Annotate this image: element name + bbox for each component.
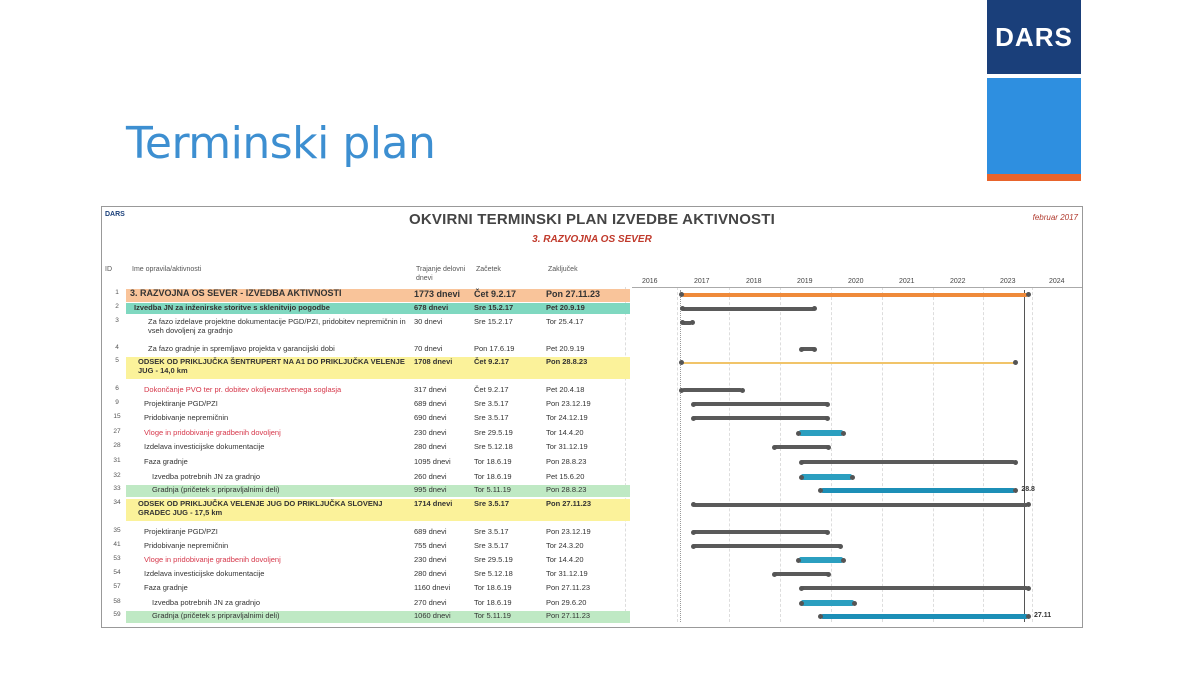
task-duration: 230 dnevi [414, 428, 447, 437]
task-name: Vloge in pridobivanje gradbenih dovoljenj [144, 428, 281, 437]
gantt-milestone-dot [772, 445, 777, 450]
gantt-milestone-dot [679, 292, 684, 297]
task-row[interactable] [102, 472, 1082, 482]
task-name: 3. RAZVOJNA OS SEVER - IZVEDBA AKTIVNOSTI [130, 288, 342, 298]
year-label: 2017 [694, 278, 710, 285]
task-name: Projektiranje PGD/PZI [144, 527, 218, 536]
task-duration: 689 dnevi [414, 527, 447, 536]
task-row[interactable] [102, 344, 1082, 354]
gantt-bar [801, 586, 1028, 590]
gantt-bar [693, 544, 840, 548]
task-name: Pridobivanje nepremičnin [144, 541, 229, 550]
gantt-milestone-dot [812, 347, 817, 352]
task-name: Faza gradnje [144, 583, 188, 592]
task-duration: 1095 dnevi [414, 457, 451, 466]
task-start: Pon 17.6.19 [474, 344, 515, 353]
task-id: 1 [115, 289, 119, 296]
gantt-milestone-dot [1026, 502, 1031, 507]
gantt-milestone-dot [799, 347, 804, 352]
task-duration: 270 dnevi [414, 598, 447, 607]
gantt-milestone-dot [679, 360, 684, 365]
task-start: Sre 3.5.17 [474, 499, 510, 508]
task-duration: 280 dnevi [414, 442, 447, 451]
task-id: 15 [113, 413, 121, 420]
header-name: Ime opravila/aktivnosti [132, 266, 202, 273]
task-duration: 1160 dnevi [414, 583, 451, 592]
task-start: Sre 29.5.19 [474, 555, 513, 564]
task-duration: 30 dnevi [414, 317, 443, 326]
header-id: ID [105, 266, 112, 273]
task-duration: 260 dnevi [414, 472, 447, 481]
task-id: 53 [113, 555, 121, 562]
task-end: Pet 15.6.20 [546, 472, 585, 481]
task-end: Tor 14.4.20 [546, 428, 584, 437]
gantt-milestone-dot [772, 572, 777, 577]
task-row[interactable] [102, 385, 1082, 395]
task-row[interactable] [102, 442, 1082, 452]
task-end: Pon 28.8.23 [546, 357, 588, 366]
gantt-milestone-dot [680, 320, 685, 325]
gantt-milestone-dot [852, 601, 857, 606]
task-name: Projektiranje PGD/PZI [144, 399, 218, 408]
task-end: Pon 28.8.23 [546, 457, 587, 466]
task-id: 59 [113, 611, 121, 618]
gantt-milestone-dot [799, 475, 804, 480]
bar-end-label: 27.11 [1034, 612, 1052, 619]
gantt-bar [682, 307, 814, 311]
task-end: Pet 20.9.19 [546, 344, 585, 353]
task-end: Pon 23.12.19 [546, 399, 591, 408]
year-label: 2019 [797, 278, 813, 285]
gantt-bar [682, 388, 743, 392]
logo-blue-block [987, 78, 1081, 174]
task-end: Pet 20.4.18 [546, 385, 585, 394]
task-start: Tor 18.6.19 [474, 583, 512, 592]
task-duration: 1773 dnevi [414, 289, 461, 299]
gantt-milestone-dot [826, 572, 831, 577]
task-row[interactable] [102, 569, 1082, 579]
gantt-milestone-dot [841, 558, 846, 563]
header-end: Zaključek [548, 266, 578, 273]
task-row[interactable] [102, 317, 1082, 337]
gantt-milestone-dot [796, 431, 801, 436]
task-start: Sre 3.5.17 [474, 541, 509, 550]
task-name: Faza gradnje [144, 457, 188, 466]
task-end: Tor 31.12.19 [546, 442, 588, 451]
task-name: Pridobivanje nepremičnin [144, 413, 229, 422]
task-end: Pon 27.11.23 [546, 499, 592, 508]
gantt-milestone-dot [1026, 586, 1031, 591]
gantt-milestone-dot [690, 320, 695, 325]
task-id: 33 [113, 485, 121, 492]
task-id: 31 [113, 457, 121, 464]
gantt-milestone-dot [691, 502, 696, 507]
task-start: Čet 9.2.17 [474, 357, 510, 366]
task-start: Sre 15.2.17 [474, 317, 513, 326]
task-row[interactable] [102, 541, 1082, 551]
header-duration: Trajanje delovni dnevi [416, 266, 466, 282]
gantt-milestone-dot [841, 431, 846, 436]
gantt-milestone-dot [799, 460, 804, 465]
task-duration: 690 dnevi [414, 413, 447, 422]
task-name: Za fazo gradnje in spremljavo projekta v garancijski dobi [148, 344, 335, 353]
task-start: Tor 5.11.19 [474, 611, 511, 620]
gantt-milestone-dot [796, 558, 801, 563]
task-end: Pon 27.11.23 [546, 611, 591, 620]
gantt-bar [821, 614, 1028, 619]
task-end: Tor 25.4.17 [546, 317, 584, 326]
gantt-bar [801, 474, 852, 480]
task-row[interactable] [102, 413, 1082, 423]
gantt-bar [682, 293, 1028, 297]
gantt-bar [682, 362, 1016, 364]
gantt-bar [801, 460, 1015, 464]
task-duration: 678 dnevi [414, 303, 449, 312]
task-duration: 755 dnevi [414, 541, 447, 550]
gantt-milestone-dot [680, 306, 685, 311]
task-name: ODSEK OD PRIKLJUČKA ŠENTRUPERT NA A1 DO PRIKLJUČKA VELENJE JUG - 14,0 km [138, 357, 405, 375]
gantt-milestone-dot [691, 402, 696, 407]
task-id: 28 [113, 442, 121, 449]
task-row[interactable] [102, 428, 1082, 438]
task-start: Čet 9.2.17 [474, 385, 509, 394]
task-duration: 70 dnevi [414, 344, 443, 353]
task-name: Vloge in pridobivanje gradbenih dovoljenj [144, 555, 281, 564]
timeline-axis-line [632, 287, 1082, 288]
task-name: Dokončanje PVO ter pr. dobitev okoljevarstvenega soglasja [144, 385, 342, 394]
gantt-milestone-dot [1013, 460, 1018, 465]
gantt-milestone-dot [850, 475, 855, 480]
sheet-date: februar 2017 [1032, 213, 1078, 222]
slide-title: Terminski plan [126, 118, 436, 169]
task-row[interactable] [102, 303, 1082, 314]
gantt-bar [774, 572, 829, 576]
gantt-milestone-dot [825, 530, 830, 535]
task-start: Sre 3.5.17 [474, 413, 509, 422]
year-label: 2024 [1049, 278, 1065, 285]
gantt-sheet [101, 206, 1083, 628]
gantt-milestone-dot [691, 416, 696, 421]
gantt-milestone-dot [691, 544, 696, 549]
logo-orange-stripe [987, 174, 1081, 181]
task-end: Pon 29.6.20 [546, 598, 587, 607]
logo-text: DARS [995, 21, 1073, 52]
gantt-milestone-dot [825, 402, 830, 407]
task-end: Tor 24.12.19 [546, 413, 588, 422]
task-duration: 280 dnevi [414, 569, 447, 578]
task-duration: 230 dnevi [414, 555, 447, 564]
header-start: Začetek [476, 266, 501, 273]
gantt-milestone-dot [838, 544, 843, 549]
task-start: Sre 3.5.17 [474, 527, 509, 536]
task-id: 5 [115, 357, 119, 364]
task-duration: 1060 dnevi [414, 611, 451, 620]
task-id: 34 [113, 499, 121, 506]
task-start: Sre 5.12.18 [474, 442, 513, 451]
task-end: Tor 14.4.20 [546, 555, 584, 564]
task-row[interactable] [102, 598, 1082, 608]
gantt-milestone-dot [740, 388, 745, 393]
gantt-bar [693, 416, 828, 420]
task-duration: 1714 dnevi [414, 499, 453, 508]
task-end: Pon 27.11.23 [546, 289, 601, 299]
year-label: 2023 [1000, 278, 1016, 285]
year-label: 2021 [899, 278, 915, 285]
task-start: Tor 18.6.19 [474, 457, 512, 466]
task-end: Tor 31.12.19 [546, 569, 588, 578]
gantt-bar [693, 530, 828, 534]
task-id: 3 [115, 317, 119, 324]
sheet-subtitle: 3. RAZVOJNA OS SEVER [532, 234, 652, 245]
year-label: 2016 [642, 278, 658, 285]
task-duration: 995 dnevi [414, 485, 447, 494]
task-name: Gradnja (pričetek s pripravljalnimi deli) [152, 611, 280, 620]
bar-end-label: 28.8 [1021, 486, 1035, 493]
gantt-milestone-dot [1013, 488, 1018, 493]
gantt-milestone-dot [799, 601, 804, 606]
task-row[interactable] [102, 555, 1082, 565]
task-id: 9 [115, 399, 119, 406]
gantt-bar [693, 402, 828, 406]
task-name: Gradnja (pričetek s pripravljalnimi deli) [152, 485, 280, 494]
task-id: 2 [115, 303, 119, 310]
gantt-milestone-dot [799, 586, 804, 591]
task-duration: 689 dnevi [414, 399, 447, 408]
sheet-title: OKVIRNI TERMINSKI PLAN IZVEDBE AKTIVNOSTI [409, 211, 775, 228]
gantt-bar [801, 600, 854, 606]
gantt-milestone-dot [1026, 292, 1031, 297]
task-id: 54 [113, 569, 121, 576]
task-start: Sre 3.5.17 [474, 399, 509, 408]
task-id: 35 [113, 527, 121, 534]
gantt-bar [821, 488, 1015, 493]
task-start: Čet 9.2.17 [474, 289, 517, 299]
task-end: Pon 27.11.23 [546, 583, 591, 592]
gantt-bar [799, 430, 844, 436]
task-name: Za fazo izdelave projektne dokumentacije PGD/PZI, pridobitev nepremičnin in vseh dovoljenj za gradnjo [148, 317, 406, 335]
task-start: Sre 15.2.17 [474, 303, 514, 312]
task-id: 58 [113, 598, 121, 605]
task-name: Izdelava investicijske dokumentacije [144, 442, 265, 451]
gantt-bar [693, 503, 1028, 507]
task-duration: 1708 dnevi [414, 357, 453, 366]
gantt-milestone-dot [1026, 614, 1031, 619]
gantt-milestone-dot [1013, 360, 1018, 365]
task-id: 32 [113, 472, 121, 479]
task-start: Sre 29.5.19 [474, 428, 513, 437]
task-end: Tor 24.3.20 [546, 541, 584, 550]
gantt-milestone-dot [825, 416, 830, 421]
task-name: Izvedba potrebnih JN za gradnjo [152, 472, 260, 481]
year-label: 2020 [848, 278, 864, 285]
task-name: ODSEK OD PRIKLJUČKA VELENJE JUG DO PRIKLJUČKA SLOVENJ GRADEC JUG - 17,5 km [138, 499, 383, 517]
task-end: Pon 23.12.19 [546, 527, 591, 536]
task-start: Tor 5.11.19 [474, 485, 511, 494]
task-start: Tor 18.6.19 [474, 472, 512, 481]
gantt-milestone-dot [826, 445, 831, 450]
gantt-milestone-dot [679, 388, 684, 393]
task-start: Sre 5.12.18 [474, 569, 513, 578]
task-name: Izvedba potrebnih JN za gradnjo [152, 598, 260, 607]
gantt-bar [799, 557, 844, 563]
sheet-org-label: DARS [105, 211, 125, 218]
task-duration: 317 dnevi [414, 385, 447, 394]
task-start: Tor 18.6.19 [474, 598, 512, 607]
task-id: 4 [115, 344, 119, 351]
task-id: 41 [113, 541, 121, 548]
task-name: Izvedba JN za inženirske storitve s sklenitvijo pogodbe [134, 303, 330, 312]
dars-logo [987, 0, 1081, 74]
year-label: 2022 [950, 278, 966, 285]
task-id: 27 [113, 428, 121, 435]
task-name: Izdelava investicijske dokumentacije [144, 569, 265, 578]
task-id: 57 [113, 583, 121, 590]
gantt-milestone-dot [691, 530, 696, 535]
task-id: 6 [115, 385, 119, 392]
gantt-bar [774, 445, 829, 449]
task-row[interactable] [102, 357, 1082, 379]
task-row[interactable] [102, 399, 1082, 409]
task-end: Pon 28.8.23 [546, 485, 587, 494]
year-label: 2018 [746, 278, 762, 285]
task-end: Pet 20.9.19 [546, 303, 585, 312]
task-row[interactable] [102, 527, 1082, 537]
